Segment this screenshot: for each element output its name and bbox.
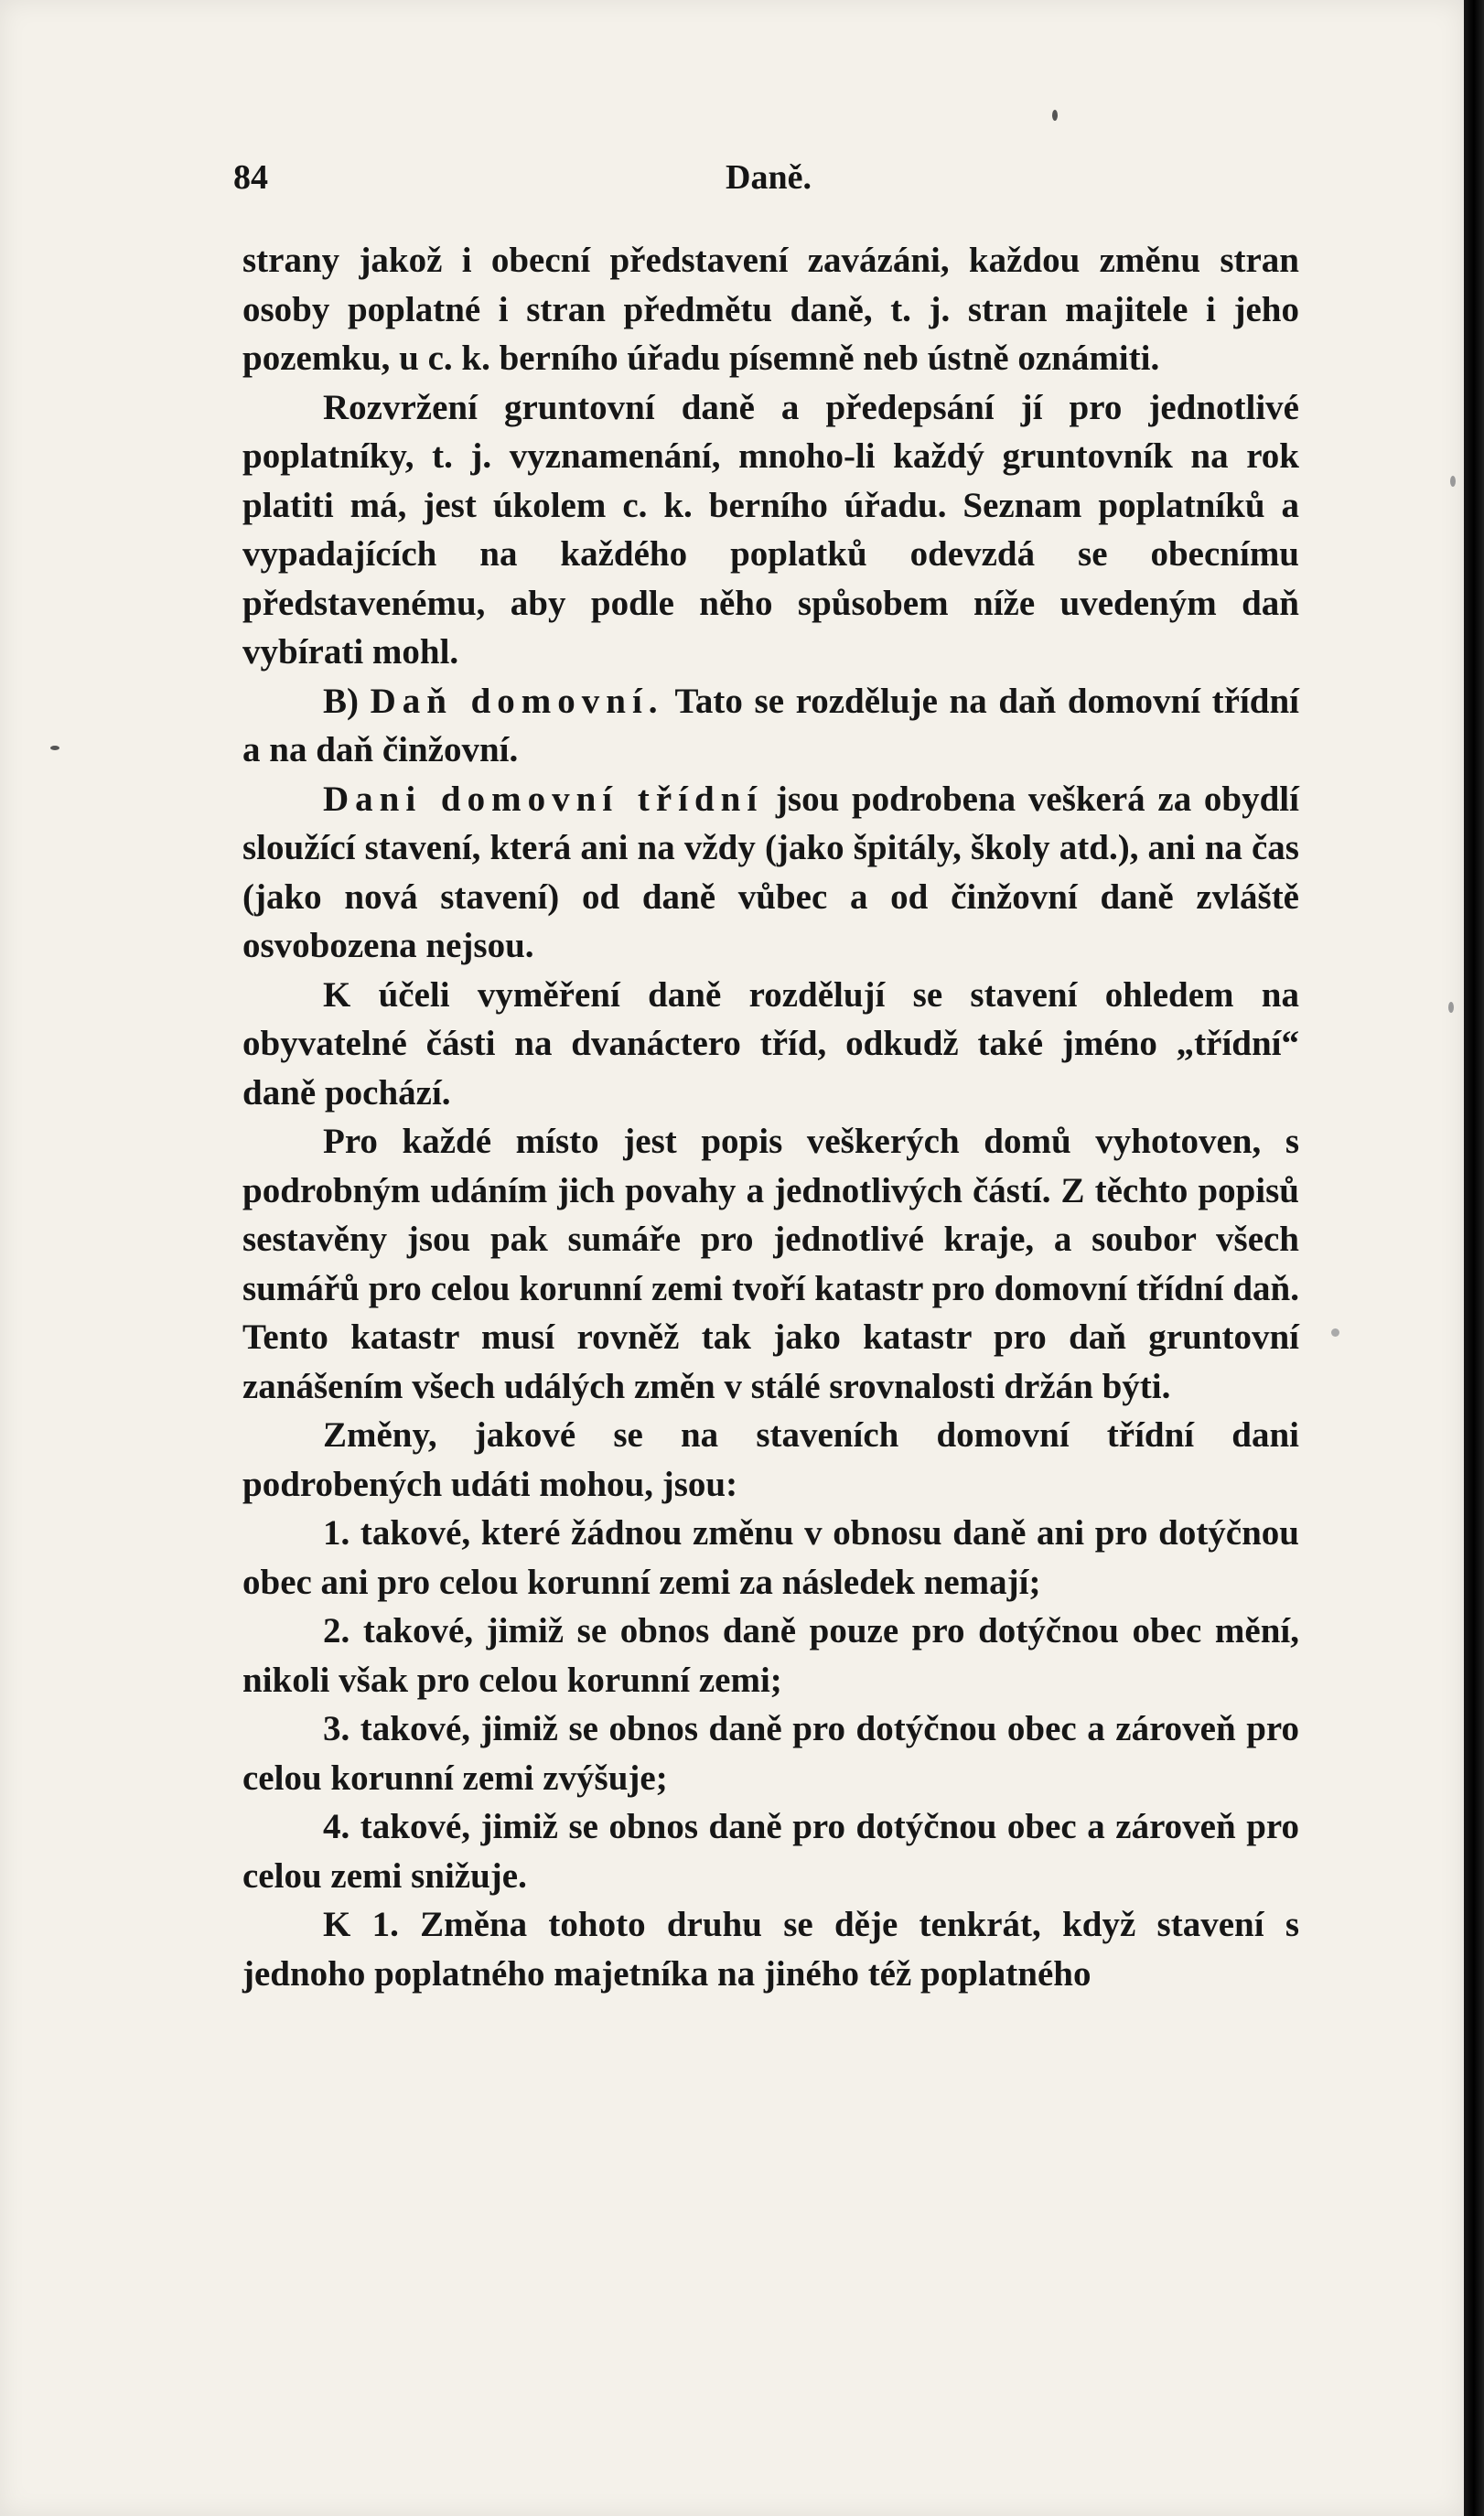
ink-speck <box>1052 110 1058 121</box>
ink-speck <box>1448 1002 1454 1013</box>
page-header <box>233 157 1304 212</box>
ink-speck <box>50 746 59 750</box>
paragraph-lead: B) <box>323 681 371 721</box>
paragraph <box>242 677 1299 775</box>
paragraph: Rozvržení gruntovní daně a předepsání jí pro jednotlivé poplatníky, t. j. vyznamenání, mnoho-li každý gruntovník na rok platiti má, jest úkolem c. k. berního úřadu. Seznam poplatníků a vypadajících na každého poplatků odevzdá se obecnímu představenému, aby podle něho spůsobem níže uvedeným daň vybírati mohl. <box>242 387 1299 672</box>
running-title: Daně. <box>726 158 812 197</box>
paragraph <box>242 775 1299 971</box>
paragraph: strany jakož i obecní představení zavázáni, každou změnu stran osoby poplatné i stran předmětu daně, t. j. stran majitele i jeho pozemku, u c. k. berního úřadu písemně neb ústně oznámiti. <box>242 241 1299 378</box>
list-item: 3. takové, jimiž se obnos daně pro dotýčnou obec a zároveň pro celou korunní zemi zvýšuje; <box>242 1709 1299 1798</box>
list-item: 1. takové, které žádnou změnu v obnosu daně ani pro dotýčnou obec ani pro celou korunní zemi za následek nemají; <box>242 1513 1299 1602</box>
list-item: 2. takové, jimiž se obnos daně pouze pro dotýčnou obec mění, nikoli však pro celou korunní zemi; <box>242 1611 1299 1700</box>
page-number: 84 <box>233 158 268 197</box>
spaced-heading: Daň domovní. <box>370 681 664 721</box>
paragraph: K 1. Změna tohoto druhu se děje tenkrát, když stavení s jednoho poplatného majetníka na jiného též poplatného <box>242 1905 1299 1994</box>
spaced-heading: Dani domovní třídní <box>323 779 764 819</box>
ink-speck <box>1450 476 1456 487</box>
ink-speck <box>1331 1328 1339 1337</box>
paragraph: Změny, jakové se na staveních domovní třídní dani podrobených udáti mohou, jsou: <box>242 1415 1299 1504</box>
paragraph-text: Tato se rozděluje na daň domovní třídní a na daň činžovní. <box>242 681 1299 769</box>
body-text <box>242 236 1299 1998</box>
paragraph-text: jsou podrobena veškerá za obydlí sloužící stavení, která ani na vždy (jako špitály, školy atd.), ani na čas (jako nová stavení) od daně vůbec a od činžovní daně zvláště osvobozena nejsou. <box>242 779 1299 965</box>
scan-edge <box>1464 0 1484 2516</box>
paragraph: K účeli vyměření daně rozdělují se stavení ohledem na obyvatelné části na dvanáctero tříd, odkudž také jméno „třídní“ daně pochází. <box>242 974 1299 1113</box>
paragraph: Pro každé místo jest popis veškerých domů vyhotoven, s podrobným udáním jich povahy a jednotlivých částí. Z těchto popisů sestavěny jsou pak sumáře pro jednotlivé kraje, a soubor všech sumářů pro celou korunní zemi tvoří katastr pro domovní třídní daň. Tento katastr musí rovněž tak jako katastr pro daň gruntovní zanášením všech událých změn v stálé srovnalosti držán býti. <box>242 1122 1299 1406</box>
list-item: 4. takové, jimiž se obnos daně pro dotýčnou obec a zároveň pro celou zemi snižuje. <box>242 1807 1299 1896</box>
